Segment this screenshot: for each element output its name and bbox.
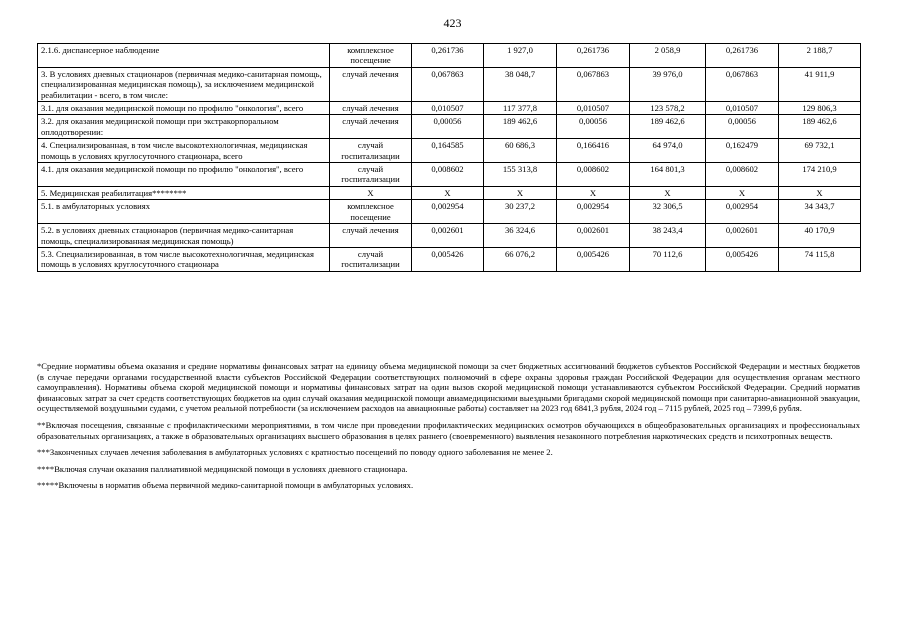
- value-cell: 0,00056: [557, 115, 630, 139]
- row-unit: случай лечения: [330, 67, 412, 101]
- row-label: 3.1. для оказания медицинской помощи по профилю "онкология", всего: [38, 102, 330, 115]
- value-cell: 0,002954: [557, 200, 630, 224]
- value-cell: Х: [557, 186, 630, 199]
- value-cell: 2 188,7: [779, 44, 861, 68]
- value-cell: 0,002954: [706, 200, 779, 224]
- value-cell: Х: [779, 186, 861, 199]
- value-cell: 34 343,7: [779, 200, 861, 224]
- value-cell: 64 974,0: [630, 139, 706, 163]
- value-cell: 174 210,9: [779, 163, 861, 187]
- value-cell: 0,008602: [412, 163, 484, 187]
- value-cell: 0,005426: [412, 247, 484, 271]
- row-unit: случай лечения: [330, 224, 412, 248]
- table-row: [38, 139, 861, 163]
- row-unit: случай лечения: [330, 102, 412, 115]
- row-label: 3.2. для оказания медицинской помощи при экстракорпоральном оплодотворении:: [38, 115, 330, 139]
- table-row: [38, 115, 861, 139]
- value-cell: 36 324,6: [484, 224, 557, 248]
- value-cell: Х: [484, 186, 557, 199]
- value-cell: 189 462,6: [779, 115, 861, 139]
- row-unit: случай госпитализации: [330, 247, 412, 271]
- row-label: 5.2. в условиях дневных стационаров (первичная медико-санитарная помощь, специализированная медицинская помощь): [38, 224, 330, 248]
- row-label: 4. Специализированная, в том числе высокотехнологичная, медицинская помощь в условиях круглосуточного стационара, всего: [38, 139, 330, 163]
- value-cell: 69 732,1: [779, 139, 861, 163]
- value-cell: 0,008602: [557, 163, 630, 187]
- value-cell: 0,010507: [557, 102, 630, 115]
- value-cell: 70 112,6: [630, 247, 706, 271]
- page-number: 423: [443, 16, 462, 30]
- row-label: 3. В условиях дневных стационаров (первичная медико-санитарная помощь, специализированная медицинская помощь), за исключением медицинской реабилитации - всего, в том числе:: [38, 67, 330, 101]
- norms-table: [37, 43, 861, 272]
- value-cell: 0,162479: [706, 139, 779, 163]
- value-cell: 32 306,5: [630, 200, 706, 224]
- value-cell: 123 578,2: [630, 102, 706, 115]
- row-label: 2.1.6. диспансерное наблюдение: [38, 44, 330, 68]
- value-cell: 0,261736: [412, 44, 484, 68]
- row-unit: случай госпитализации: [330, 163, 412, 187]
- value-cell: 38 048,7: [484, 67, 557, 101]
- value-cell: 0,164585: [412, 139, 484, 163]
- value-cell: 0,002601: [557, 224, 630, 248]
- value-cell: 30 237,2: [484, 200, 557, 224]
- value-cell: 0,261736: [706, 44, 779, 68]
- value-cell: 0,005426: [557, 247, 630, 271]
- value-cell: 0,008602: [706, 163, 779, 187]
- value-cell: 189 462,6: [630, 115, 706, 139]
- row-label: 5.1. в амбулаторных условиях: [38, 200, 330, 224]
- table-row: [38, 200, 861, 224]
- value-cell: 0,010507: [706, 102, 779, 115]
- value-cell: 0,002954: [412, 200, 484, 224]
- value-cell: 0,002601: [412, 224, 484, 248]
- value-cell: 0,010507: [412, 102, 484, 115]
- footnote: **Включая посещения, связанные с профилактическими мероприятиями, в том числе при проведении профилактических медицинских осмотров обучающихся в общеобразовательных организациях и профессиональных образовательных организациях, а также в образовательных организациях высшего образования в целях раннего (своевременного) выявления незаконного потребления наркотических средств и психотропных веществ.: [37, 419, 860, 441]
- row-label: 5.3. Специализированная, в том числе высокотехнологичная, медицинская помощь в условиях круглосуточного стационара: [38, 247, 330, 271]
- value-cell: 0,002601: [706, 224, 779, 248]
- row-unit: случай лечения: [330, 115, 412, 139]
- value-cell: 0,067863: [706, 67, 779, 101]
- value-cell: 60 686,3: [484, 139, 557, 163]
- table-row: [38, 67, 861, 101]
- value-cell: Х: [630, 186, 706, 199]
- footnote: *****Включены в норматив объема первичной медико-санитарной помощи в амбулаторных условиях.: [37, 480, 414, 491]
- value-cell: 0,00056: [706, 115, 779, 139]
- row-unit: Х: [330, 186, 412, 199]
- value-cell: Х: [412, 186, 484, 199]
- value-cell: 1 927,0: [484, 44, 557, 68]
- table-row: [38, 186, 861, 199]
- value-cell: 39 976,0: [630, 67, 706, 101]
- value-cell: 0,166416: [557, 139, 630, 163]
- row-unit: случай госпитализации: [330, 139, 412, 163]
- table-row: [38, 44, 861, 68]
- footnote: ***Законченных случаев лечения заболевания в амбулаторных условиях с кратностью посещений по поводу одного заболевания не менее 2.: [37, 447, 553, 458]
- row-unit: комплексное посещение: [330, 44, 412, 68]
- value-cell: 0,00056: [412, 115, 484, 139]
- footnote: ****Включая случаи оказания паллиативной медицинской помощи в условиях дневного стационара.: [37, 463, 408, 474]
- table-row: [38, 247, 861, 271]
- row-label: 4.1. для оказания медицинской помощи по профилю "онкология", всего: [38, 163, 330, 187]
- value-cell: 0,005426: [706, 247, 779, 271]
- value-cell: 155 313,8: [484, 163, 557, 187]
- value-cell: 164 801,3: [630, 163, 706, 187]
- row-label: 5. Медицинская реабилитация********: [38, 186, 330, 199]
- value-cell: 0,067863: [412, 67, 484, 101]
- value-cell: 41 911,9: [779, 67, 861, 101]
- value-cell: 189 462,6: [484, 115, 557, 139]
- value-cell: Х: [706, 186, 779, 199]
- value-cell: 129 806,3: [779, 102, 861, 115]
- table-row: [38, 163, 861, 187]
- value-cell: 40 170,9: [779, 224, 861, 248]
- row-unit: комплексное посещение: [330, 200, 412, 224]
- value-cell: 66 076,2: [484, 247, 557, 271]
- footnotes: [37, 361, 860, 497]
- value-cell: 38 243,4: [630, 224, 706, 248]
- value-cell: 0,261736: [557, 44, 630, 68]
- value-cell: 117 377,8: [484, 102, 557, 115]
- value-cell: 2 058,9: [630, 44, 706, 68]
- footnote: *Средние нормативы объема оказания и средние нормативы финансовых затрат на единицу объема медицинской помощи за счет бюджетных ассигнований бюджетов субъектов Российской Федерации и местных бюджетов (в случае передачи органами государственной власти субъектов Российской Федерации соответствующих полномочий в сфере охраны здоровья граждан Российской Федерации для осуществления органам местного самоуправления). Нормативы объема скорой медицинской помощи и нормативы финансовых затрат на один вызов скорой медицинской помощи устанавливаются субъектом Российской Федерации. Средний норматив финансовых затрат за счет средств соответствующих бюджетов на один случай оказания медицинской помощи авиамедицинскими выездными бригадами скорой медицинской помощи при санитарно-авиационной эвакуации, осуществляемой воздушными судами, с учетом реальной потребности (за исключением расходов на авиационные работы) составляет на 2023 год 6841,3 рубля, 2024 год – 7115 рублей, 2025 год – 7399,6 рубля.: [37, 361, 860, 414]
- table-row: [38, 224, 861, 248]
- value-cell: 0,067863: [557, 67, 630, 101]
- value-cell: 74 115,8: [779, 247, 861, 271]
- table-row: [38, 102, 861, 115]
